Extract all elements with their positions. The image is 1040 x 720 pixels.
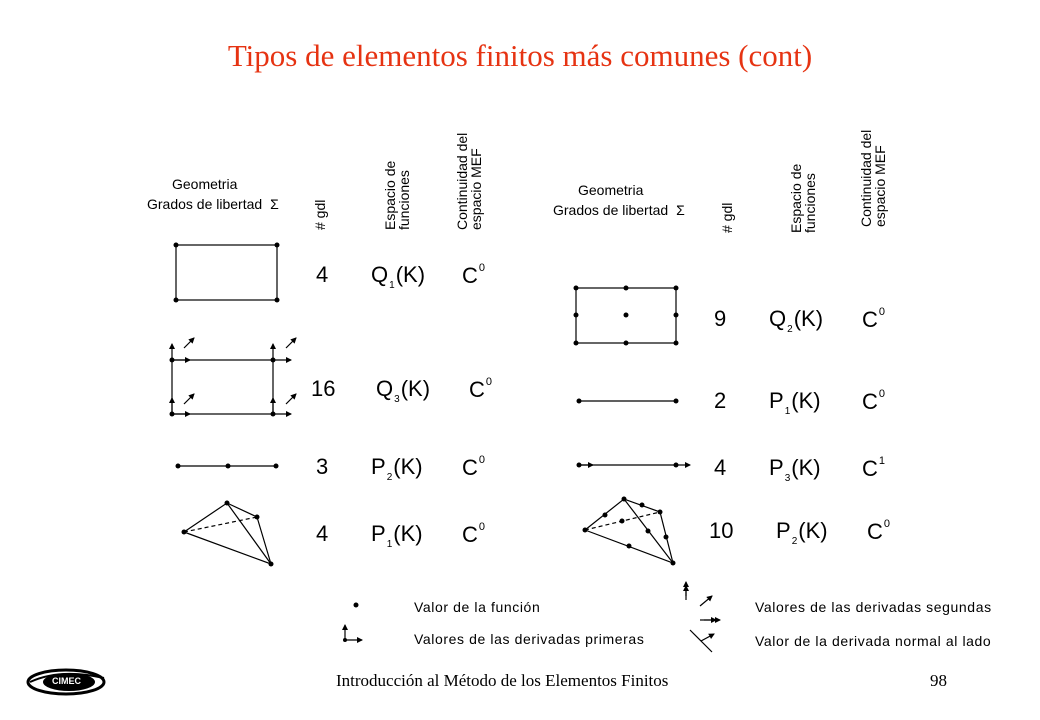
space-letter: P (769, 388, 784, 413)
cimec-logo-text: CIMEC (52, 676, 81, 686)
space-subscript: 3 (784, 473, 791, 484)
continuidad-line2: espacio MEF (872, 145, 888, 227)
space-letter: P (776, 518, 791, 543)
geometry-label: Geometria (578, 182, 644, 198)
p3-hermite-line-element (577, 463, 691, 468)
space-rest: (K) (395, 262, 426, 287)
page-title: Tipos de elementos finitos más comunes (cont) (227, 38, 813, 73)
space-subscript: 1 (784, 406, 791, 417)
geometry-label: Geometria (172, 176, 238, 192)
continuity-letter: C (469, 377, 485, 402)
continuity-letter: C (462, 455, 478, 480)
dof-label: Grados de libertad (553, 202, 669, 218)
footer-text: Introducción al Método de los Elementos Finitos (336, 671, 669, 690)
gdl-header-left: # gdl (312, 199, 328, 230)
space-rest: (K) (791, 388, 821, 413)
p2-tetrahedron-element (583, 497, 676, 566)
legend-function-value: Valor de la función (414, 599, 541, 615)
space-letter: Q (371, 262, 389, 287)
gdl-value: 10 (709, 518, 734, 543)
continuity-superscript: 0 (478, 262, 486, 274)
espacio-line1: Espacio de (382, 160, 398, 230)
space-subscript: 2 (791, 536, 798, 547)
continuity-superscript: 0 (478, 454, 486, 466)
page-number: 98 (930, 671, 947, 690)
legend-first-derivatives: Valores de las derivadas primeras (414, 631, 645, 647)
space-letter: Q (376, 376, 394, 401)
q1-rectangle-element (174, 243, 280, 303)
space-rest: (K) (791, 455, 821, 480)
gdl-value: 9 (714, 306, 727, 331)
sigma-symbol: Σ (270, 196, 279, 212)
legend-second-derivatives: Valores de las derivadas segundas (755, 599, 992, 615)
space-subscript: 1 (389, 280, 395, 291)
space-letter: Q (769, 306, 787, 331)
espacio-line1: Espacio de (788, 163, 804, 233)
gdl-value: 4 (316, 262, 329, 287)
space-subscript: 1 (386, 539, 393, 550)
continuity-superscript: 0 (878, 388, 886, 400)
espacio-line2: funciones (802, 173, 818, 233)
space-subscript: 2 (787, 324, 793, 335)
continuity-superscript: 1 (878, 455, 886, 467)
continuidad-line2: espacio MEF (468, 148, 484, 230)
q3-rectangle-element (170, 338, 297, 417)
gdl-value: 16 (311, 376, 336, 401)
continuity-letter: C (862, 456, 878, 481)
continuity-letter: C (862, 389, 878, 414)
continuity-letter: C (462, 522, 478, 547)
space-rest: (K) (798, 518, 828, 543)
gdl-value: 3 (316, 454, 329, 479)
p2-line-element (176, 464, 279, 469)
dof-label: Grados de libertad (147, 196, 263, 212)
space-letter: P (371, 521, 386, 546)
continuity-superscript: 0 (878, 306, 886, 318)
continuity-letter: C (462, 263, 478, 288)
continuity-letter: C (867, 519, 883, 544)
space-letter: P (371, 454, 386, 479)
gdl-value: 4 (714, 455, 727, 480)
space-subscript: 3 (394, 394, 400, 405)
q2-rectangle-element (574, 286, 679, 346)
p1-tetrahedron-element (182, 501, 274, 567)
gdl-header-right: # gdl (719, 202, 735, 233)
space-rest: (K) (393, 454, 423, 479)
space-rest: (K) (793, 306, 824, 331)
space-subscript: 2 (386, 472, 393, 483)
continuidad-line1: Continuidad del (454, 132, 470, 230)
gdl-value: 4 (316, 521, 329, 546)
p1-line-element (577, 399, 679, 404)
continuity-superscript: 0 (883, 518, 891, 530)
space-letter: P (769, 455, 784, 480)
sigma-symbol: Σ (676, 202, 685, 218)
continuity-superscript: 0 (478, 521, 486, 533)
espacio-line2: funciones (396, 170, 412, 230)
continuity-letter: C (862, 307, 878, 332)
continuity-superscript: 0 (485, 376, 493, 388)
space-rest: (K) (400, 376, 431, 401)
function-value-dot-icon (354, 603, 359, 608)
space-rest: (K) (393, 521, 423, 546)
continuidad-line1: Continuidad del (858, 129, 874, 227)
gdl-value: 2 (714, 388, 727, 413)
legend-normal-derivative: Valor de la derivada normal al lado (755, 633, 992, 649)
